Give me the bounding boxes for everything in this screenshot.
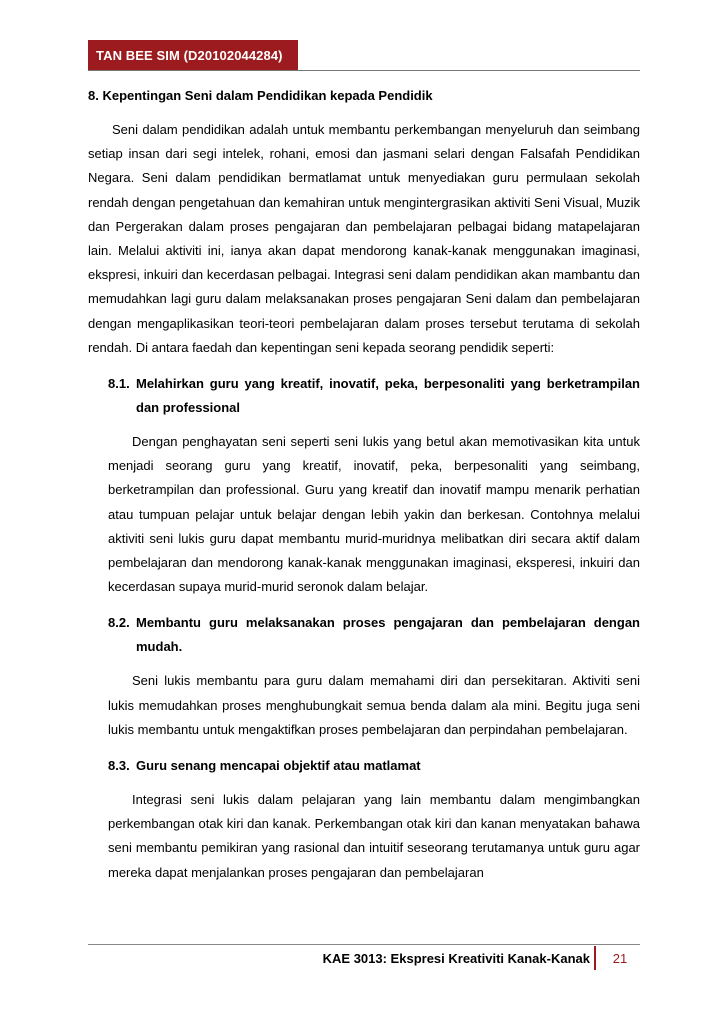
footer-course-title: KAE 3013: Ekspresi Kreativiti Kanak-Kanak bbox=[322, 951, 590, 966]
section-intro-paragraph: Seni dalam pendidikan adalah untuk membantu perkembangan menyeluruh dan seimbang setiap insan dari segi intelek, rohani, emosi dan jasmani selari dengan Falsafah Pendidikan Negara. Seni dalam pendidikan bermatlamat untuk menyediakan guru permulaan sekolah rendah dengan pengetahuan dan kemahiran untuk mengintergrasikan aktiviti Seni Visual, Muzik dan Pergerakan dalam proses pengajaran dan pembelajaran pelbagai bidang matapelajaran lain. Melalui aktiviti ini, ianya akan dapat mendorong kanak-kanak menggunakan imaginasi, ekspresi, inkuiri dan kecerdasan pelbagai. Integrasi seni dalam pendidikan akan mambantu dan memudahkan lagi guru dalam melaksanakan proses pengajaran Seni dalam dan pembelajaran dengan mengaplikasikan teori-teori pembelajaran dalam proses tersebut terutama di sekolah rendah. Di antara faedah dan kepentingan seni kepada seorang pendidik seperti: bbox=[88, 122, 640, 355]
subsection-body: Seni lukis membantu para guru dalam memahami diri dan persekitaran. Aktiviti seni lukis memudahkan proses menghubungkait semua benda dalam ala mini. Begitu juga seni lukis membantu untuk mengaktifkan proses pembelajaran dan perpindahan pembelajaran. bbox=[108, 673, 640, 737]
subsection-8-1 bbox=[108, 372, 640, 599]
subsection-8-2 bbox=[108, 611, 640, 742]
subsection-heading bbox=[108, 754, 640, 778]
page-number: 21 bbox=[612, 951, 628, 966]
subsection-heading bbox=[108, 611, 640, 659]
header-author-tab: TAN BEE SIM (D20102044284) bbox=[88, 40, 298, 70]
footer-divider bbox=[88, 944, 640, 945]
header-divider bbox=[88, 70, 640, 71]
subsection-title: Melahirkan guru yang kreatif, inovatif, peka, berpesonaliti yang berketrampilan dan professional bbox=[136, 376, 640, 416]
subsection-body: Integrasi seni lukis dalam pelajaran yang lain membantu dalam mengimbangkan perkembangan otak kiri dan kanak. Perkembangan otak kiri dan kanan menyatakan bahawa seni membantu pemikiran yang rasional dan intuitif seseorang terutamanya untuk guru agar mereka dapat menjalankan proses pengajaran dan pembelajaran bbox=[108, 792, 640, 880]
section-heading: 8. Kepentingan Seni dalam Pendidikan kepada Pendidik bbox=[88, 88, 433, 103]
subsection-body: Dengan penghayatan seni seperti seni lukis yang betul akan memotivasikan kita untuk menjadi seorang guru yang kreatif, inovatif, peka, berpesonaliti yang seimbang, berketrampilan dan professional. Guru yang kreatif dan inovatif mampu menarik perhatian atau tumpuan pelajar untuk belajar dengan lebih yakin dan berkesan. Contohnya melalui aktiviti seni lukis guru dapat membantu murid-muridnya melibatkan diri secara aktif dalam pembelajaran dan mendorong kanak-kanak menggunakan imaginasi, eksperesi, inkuiri dan kecerdasan supaya murid-murid seronok dalam belajar. bbox=[108, 434, 640, 595]
subsection-number: 8.3. bbox=[108, 758, 130, 774]
page-content bbox=[88, 88, 640, 885]
subsection-title: Guru senang mencapai objektif atau matlamat bbox=[136, 758, 421, 774]
footer-separator bbox=[594, 946, 596, 970]
subsection-heading bbox=[108, 372, 640, 420]
subsection-8-3 bbox=[108, 754, 640, 885]
subsection-number: 8.1. bbox=[108, 376, 130, 392]
subsection-title: Membantu guru melaksanakan proses pengajaran dan pembelajaran dengan mudah. bbox=[136, 615, 640, 655]
subsection-number: 8.2. bbox=[108, 615, 130, 631]
